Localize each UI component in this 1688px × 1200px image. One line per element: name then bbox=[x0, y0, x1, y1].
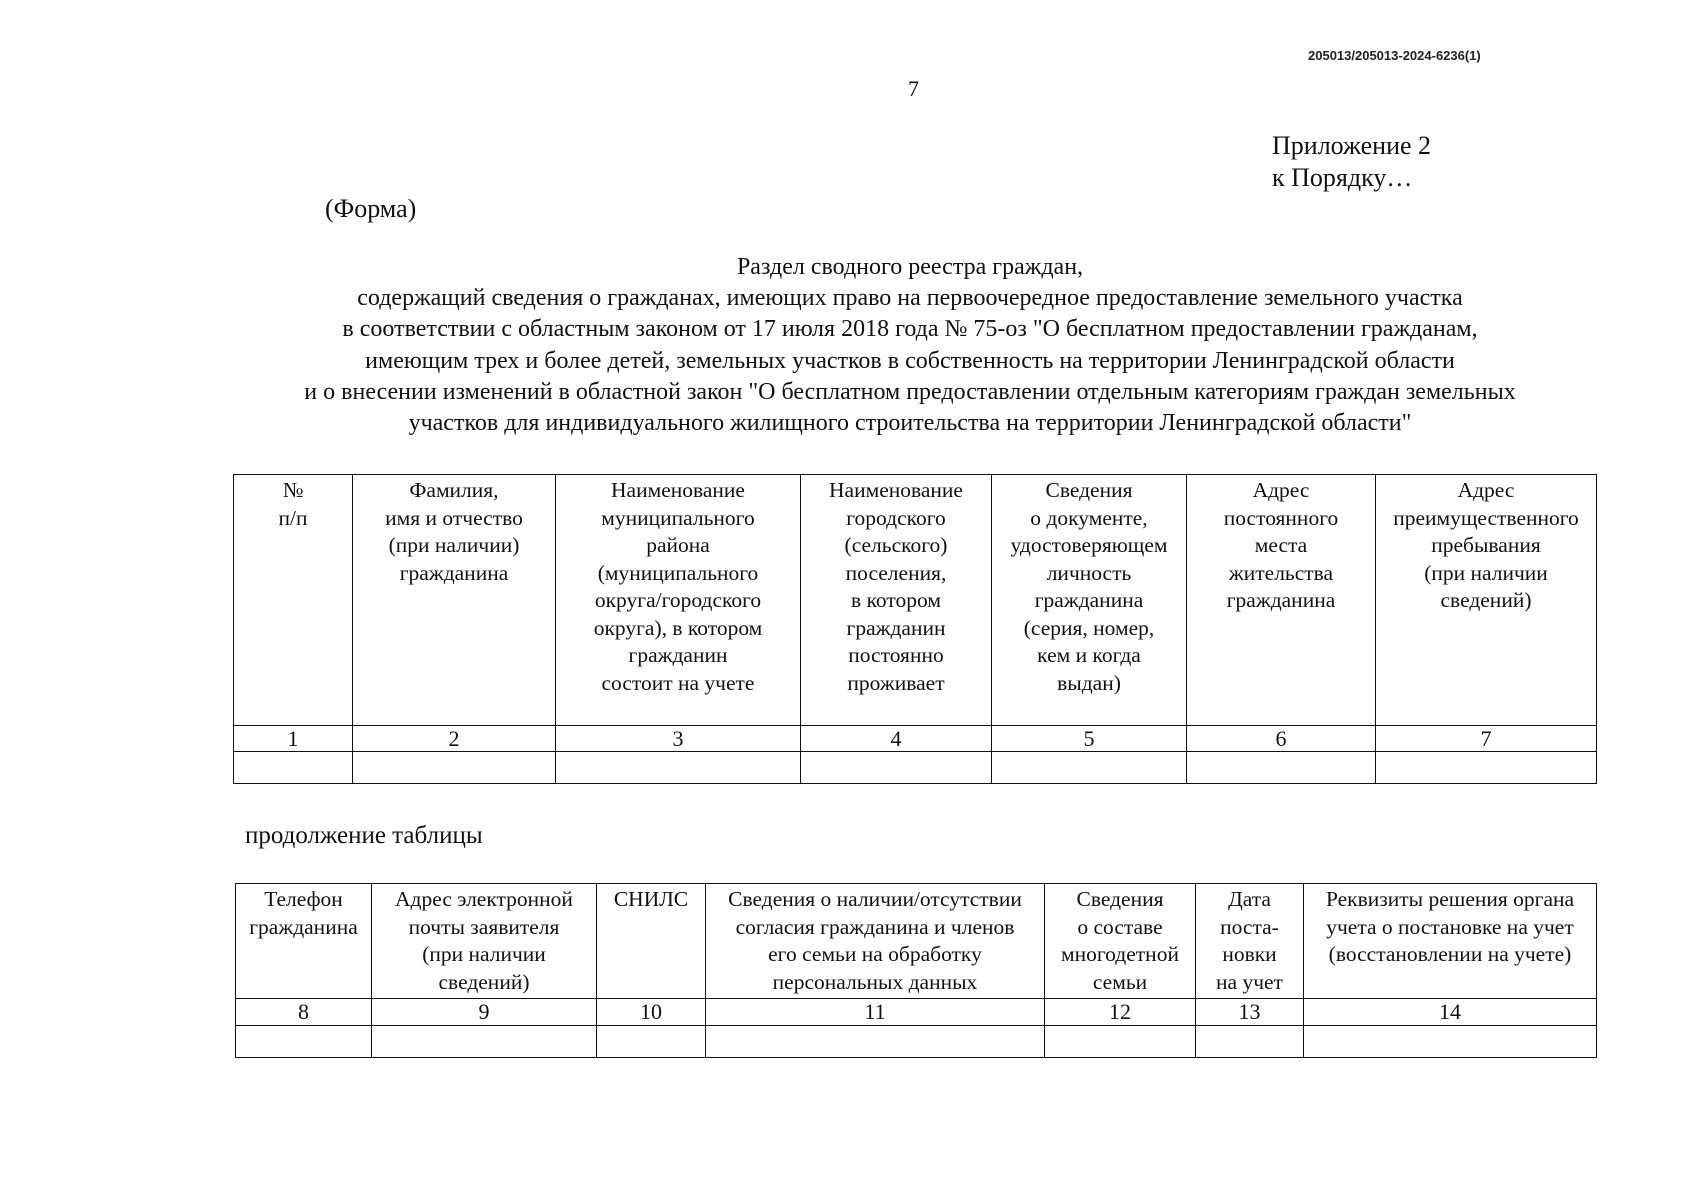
empty-cell bbox=[353, 752, 556, 784]
column-number-cell: 1 bbox=[234, 726, 353, 752]
header-text: Адрес постоянного места жительства гражданина bbox=[1223, 478, 1339, 612]
table-header-cell bbox=[372, 884, 597, 999]
title-line: и о внесении изменений в областной закон "О бесплатном предоставлении отдельным категориям граждан земельных bbox=[304, 378, 1516, 405]
column-number-cell: 8 bbox=[236, 999, 372, 1026]
table-header-cell bbox=[706, 884, 1045, 999]
empty-cell bbox=[801, 752, 992, 784]
column-number-cell: 9 bbox=[372, 999, 597, 1026]
table-header-cell bbox=[234, 475, 353, 726]
header-text: Телефон гражданина bbox=[249, 887, 358, 939]
document-id: 205013/205013-2024-6236(1) bbox=[1308, 48, 1481, 63]
header-text: Сведения о составе многодетной семьи bbox=[1061, 887, 1179, 994]
header-text: Адрес электронной почты заявителя (при наличии сведений) bbox=[395, 887, 573, 994]
appendix-line-2: к Порядку… bbox=[1272, 163, 1413, 192]
empty-cell bbox=[1187, 752, 1376, 784]
form-label: (Форма) bbox=[325, 194, 417, 223]
column-number-cell: 3 bbox=[556, 726, 801, 752]
header-text: Наименование муниципального района (муниципального округа/городского округа), в котором гражданин состоит на учете bbox=[593, 478, 763, 695]
column-number-cell: 12 bbox=[1045, 999, 1196, 1026]
title-line: имеющим трех и более детей, земельных участков в собственность на территории Ленинградской области bbox=[365, 347, 1455, 374]
empty-cell bbox=[597, 1026, 706, 1058]
empty-data-row bbox=[234, 752, 1597, 784]
table-header-cell bbox=[801, 475, 992, 726]
empty-cell bbox=[992, 752, 1187, 784]
empty-cell bbox=[1196, 1026, 1304, 1058]
empty-cell bbox=[1376, 752, 1597, 784]
table-continuation-label: продолжение таблицы bbox=[245, 822, 483, 849]
document-title bbox=[200, 252, 1620, 439]
table-header-cell bbox=[1187, 475, 1376, 726]
header-text: Реквизиты решения органа учета о постановке на учет (восстановлении на учете) bbox=[1325, 887, 1575, 966]
column-number-cell: 5 bbox=[992, 726, 1187, 752]
table-header-cell bbox=[1196, 884, 1304, 999]
header-text: Адрес преимущественного пребывания (при наличии сведений) bbox=[1393, 478, 1579, 612]
table-header-cell bbox=[236, 884, 372, 999]
title-line: в соответствии с областным законом от 17 июля 2018 года № 75-оз "О бесплатном предоставлении гражданам, bbox=[342, 316, 1478, 343]
header-text: Дата поста- новки на учет bbox=[1216, 887, 1283, 994]
empty-cell bbox=[234, 752, 353, 784]
header-text: Наименование городского (сельского) поселения, в котором гражданин постоянно проживает bbox=[829, 478, 963, 695]
column-number-cell: 13 bbox=[1196, 999, 1304, 1026]
column-number-cell: 11 bbox=[706, 999, 1045, 1026]
table-header-cell bbox=[597, 884, 706, 999]
header-text: Фамилия, имя и отчество (при наличии) гражданина bbox=[385, 478, 523, 585]
header-text: СНИЛС bbox=[613, 887, 689, 911]
empty-data-row bbox=[236, 1026, 1597, 1058]
column-number-cell: 7 bbox=[1376, 726, 1597, 752]
column-number-row bbox=[234, 726, 1597, 752]
table-header-row bbox=[236, 884, 1597, 999]
table-header-cell bbox=[1376, 475, 1597, 726]
column-number-cell: 14 bbox=[1304, 999, 1597, 1026]
table-header-cell bbox=[1045, 884, 1196, 999]
column-number-cell: 2 bbox=[353, 726, 556, 752]
registry-table-continuation bbox=[235, 883, 1597, 1058]
table-header-cell bbox=[556, 475, 801, 726]
header-text: Сведения о документе, удостоверяющем личность гражданина (серия, номер, кем и когда выдан) bbox=[1010, 478, 1168, 695]
header-text: Сведения о наличии/отсутствии согласия гражданина и членов его семьи на обработку персональных данных bbox=[728, 887, 1022, 994]
empty-cell bbox=[372, 1026, 597, 1058]
column-number-cell: 4 bbox=[801, 726, 992, 752]
table-header-cell bbox=[353, 475, 556, 726]
column-number-row bbox=[236, 999, 1597, 1026]
appendix-line-1: Приложение 2 bbox=[1272, 131, 1432, 160]
title-line: содержащий сведения о гражданах, имеющих право на первоочередное предоставление земельного участка bbox=[357, 285, 1463, 312]
empty-cell bbox=[1304, 1026, 1597, 1058]
column-number-cell: 10 bbox=[597, 999, 706, 1026]
empty-cell bbox=[706, 1026, 1045, 1058]
title-line: участков для индивидуального жилищного строительства на территории Ленинградской области" bbox=[408, 410, 1412, 437]
header-text: № п/п bbox=[278, 478, 308, 530]
empty-cell bbox=[556, 752, 801, 784]
page-number: 7 bbox=[908, 76, 919, 101]
column-number-cell: 6 bbox=[1187, 726, 1376, 752]
registry-table bbox=[233, 474, 1597, 784]
table-header-row bbox=[234, 475, 1597, 726]
empty-cell bbox=[236, 1026, 372, 1058]
table-header-cell bbox=[992, 475, 1187, 726]
empty-cell bbox=[1045, 1026, 1196, 1058]
appendix-reference bbox=[1272, 130, 1431, 194]
title-line: Раздел сводного реестра граждан, bbox=[736, 254, 1084, 280]
table-header-cell bbox=[1304, 884, 1597, 999]
